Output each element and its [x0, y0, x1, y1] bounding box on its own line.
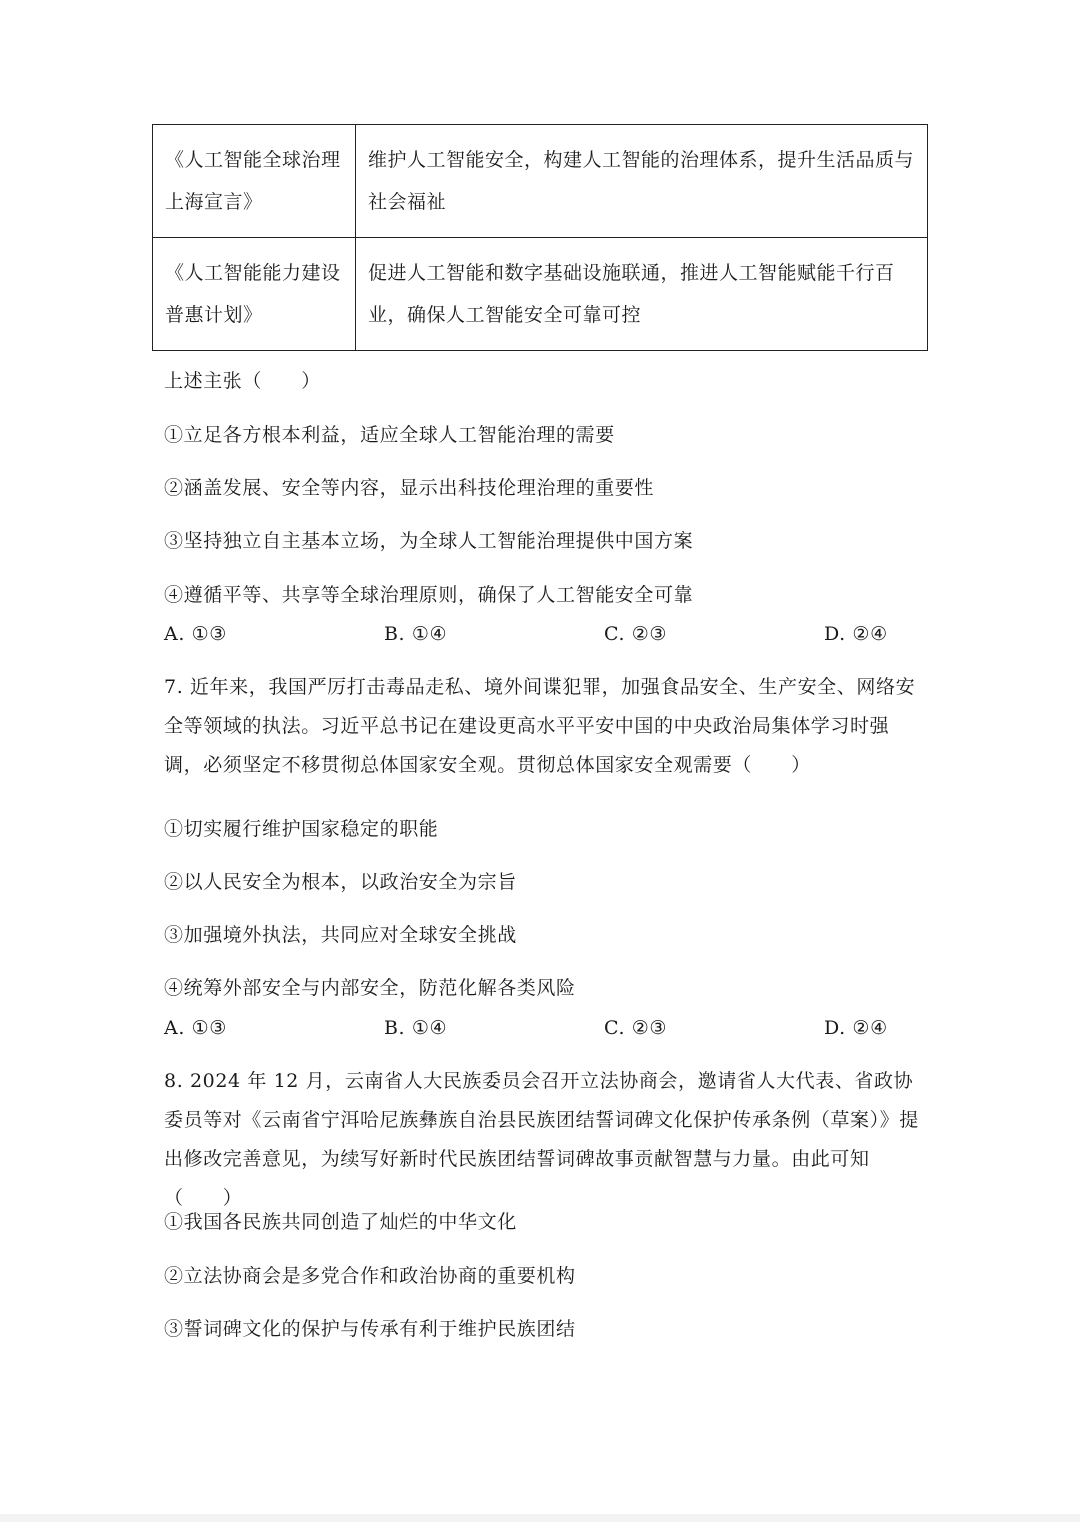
document-content-cell: 维护人工智能安全，构建人工智能的治理体系，提升生活品质与社会福祉 — [356, 125, 928, 238]
option-d[interactable]: D. ②④ — [824, 623, 888, 645]
q8-item-3: ③誓词碑文化的保护与传承有利于维护民族团结 — [164, 1318, 576, 1340]
option-d[interactable]: D. ②④ — [824, 1017, 888, 1039]
option-a[interactable]: A. ①③ — [164, 623, 227, 645]
document-name-cell: 《人工智能能力建设普惠计划》 — [153, 238, 356, 351]
q6-item-2: ②涵盖发展、安全等内容，显示出科技伦理治理的重要性 — [164, 477, 655, 499]
q7-item-4: ④统筹外部安全与内部安全，防范化解各类风险 — [164, 977, 576, 999]
q6-item-1: ①立足各方根本利益，适应全球人工智能治理的需要 — [164, 424, 615, 446]
option-c[interactable]: C. ②③ — [604, 623, 668, 645]
q8-item-1: ①我国各民族共同创造了灿烂的中华文化 — [164, 1211, 517, 1233]
option-b[interactable]: B. ①④ — [384, 623, 448, 645]
table-row — [153, 125, 928, 238]
option-b[interactable]: B. ①④ — [384, 1017, 448, 1039]
page-content — [152, 124, 928, 1340]
option-c[interactable]: C. ②③ — [604, 1017, 668, 1039]
q6-stem: 上述主张（ ） — [164, 370, 321, 392]
q7-item-3: ③加强境外执法，共同应对全球安全挑战 — [164, 924, 517, 946]
table-row — [153, 238, 928, 351]
document-content-cell: 促进人工智能和数字基础设施联通，推进人工智能赋能千行百业，确保人工智能安全可靠可控 — [356, 238, 928, 351]
q6-options — [164, 623, 924, 645]
q7-item-2: ②以人民安全为根本，以政治安全为宗旨 — [164, 871, 517, 893]
document-name-cell: 《人工智能全球治理上海宣言》 — [153, 125, 356, 238]
q7-item-1: ①切实履行维护国家稳定的职能 — [164, 818, 439, 840]
q6-item-3: ③坚持独立自主基本立场，为全球人工智能治理提供中国方案 — [164, 530, 694, 552]
q8-stem: 8. 2024 年 12 月，云南省人大民族委员会召开立法协商会，邀请省人大代表、省政协委员等对《云南省宁洱哈尼族彝族自治县民族团结誓词碑文化保护传承条例（草案）》提出修改完善意见，为续写好新时代民族团结誓词碑故事贡献智慧与力量。由此可知（ ） — [164, 1070, 919, 1209]
option-a[interactable]: A. ①③ — [164, 1017, 227, 1039]
q8-item-2: ②立法协商会是多党合作和政治协商的重要机构 — [164, 1265, 576, 1287]
documents-table — [152, 124, 928, 351]
q7-options — [164, 1017, 924, 1039]
q7-stem: 7. 近年来，我国严厉打击毒品走私、境外间谍犯罪，加强食品安全、生产安全、网络安全等领域的执法。习近平总书记在建设更高水平平安中国的中央政治局集体学习时强调，必须坚定不移贯彻总体国家安全观。贯彻总体国家安全观需要（ ） — [164, 676, 916, 776]
q6-item-4: ④遵循平等、共享等全球治理原则，确保了人工智能安全可靠 — [164, 584, 694, 606]
